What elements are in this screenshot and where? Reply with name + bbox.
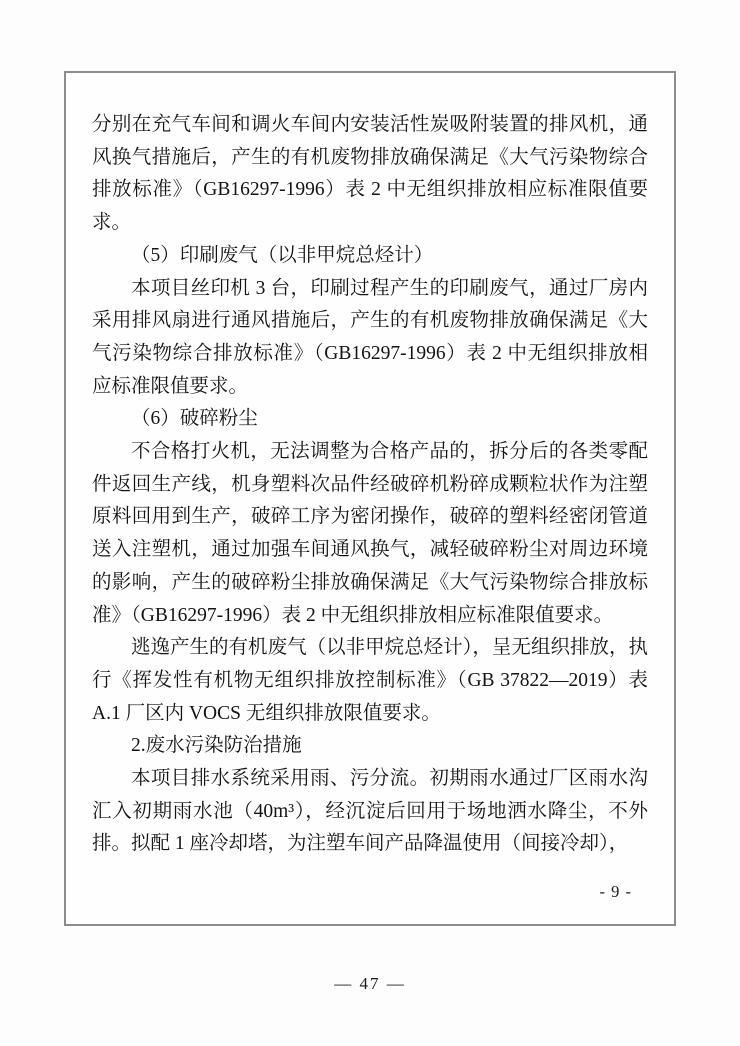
footer-page-number: — 47 —: [334, 974, 406, 993]
paragraph: （5）印刷废气（以非甲烷总烃计）: [131, 244, 434, 266]
paragraph: 2.废水污染防治措施: [131, 735, 302, 757]
page-border-box: [64, 71, 676, 926]
inner-page-number: - 9 -: [599, 882, 632, 901]
paragraph: 本项目丝印机 3 台，印刷过程产生的印刷废气，通过厂房内采用排风扇进行通风措施后，产生的有机废物排放确保满足《大气污染物综合排放标准》（GB16297-1996）表 2 中无组织排放相应标准限值要求。: [92, 277, 648, 397]
paragraph: 逃逸产生的有机废气（以非甲烷总烃计），呈无组织排放，执行《挥发性有机物无组织排放控制标准》（GB 37822—2019）表 A.1 厂区内 VOCS 无组织排放限值要求。: [92, 637, 648, 724]
document-body: [92, 109, 648, 861]
paragraph: 本项目排水系统采用雨、污分流。初期雨水通过厂区雨水沟汇入初期雨水池（40m³），经沉淀后回用于场地洒水降尘，不外排。拟配 1 座冷却塔，为注塑车间产品降温使用（间接冷却），: [92, 768, 648, 855]
paragraph: （6）破碎粉尘: [131, 408, 258, 430]
paragraph: 分别在充气车间和调火车间内安装活性炭吸附装置的排风机，通风换气措施后，产生的有机废物排放确保满足《大气污染物综合排放标准》（GB16297-1996）表 2 中无组织排放相应标准限值要求。: [92, 114, 648, 234]
paragraph: 不合格打火机，无法调整为合格产品的，拆分后的各类零配件返回生产线，机身塑料次品件经破碎机粉碎成颗粒状作为注塑原料回用到生产，破碎工序为密闭操作，破碎的塑料经密闭管道送入注塑机，通过加强车间通风换气，减轻破碎粉尘对周边环境的影响，产生的破碎粉尘排放确保满足《大气污染物综合排放标准》（GB16297-1996）表 2 中无组织排放相应标准限值要求。: [92, 441, 648, 626]
